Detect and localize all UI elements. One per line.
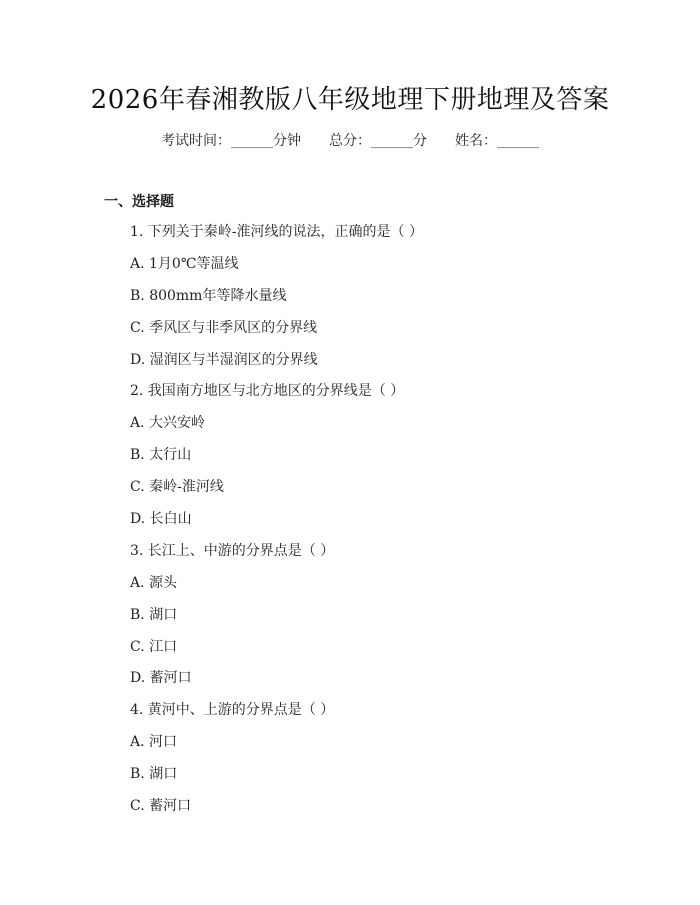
question-text: 4. 黄河中、上游的分界点是（ ） [130, 702, 335, 719]
answer-option: B. 800mm年等降水量线 [130, 287, 287, 304]
question-text: 3. 长江上、中游的分界点是（ ） [130, 542, 335, 559]
exam-meta-line [0, 131, 700, 151]
answer-option: C. 季风区与非季风区的分界线 [130, 319, 318, 336]
question-text: 2. 我国南方地区与北方地区的分界线是（ ） [130, 383, 405, 400]
answer-option: C. 秦岭-淮河线 [130, 479, 224, 496]
answer-option: D. 长白山 [130, 511, 192, 528]
answer-option: D. 湿润区与半湿润区的分界线 [130, 351, 318, 368]
document-title: 2026年春湘教版八年级地理下册地理及答案 [90, 85, 610, 115]
question-list [130, 222, 650, 828]
answer-option: C. 蓄河口 [130, 798, 192, 815]
answer-option: A. 1月0℃等温线 [130, 255, 239, 272]
answer-option: B. 湖口 [130, 606, 178, 623]
answer-option: C. 江口 [130, 638, 178, 655]
student-name-label: 姓名：______ [455, 133, 539, 149]
question-text: 1. 下列关于秦岭-淮河线的说法，正确的是（ ） [130, 224, 423, 240]
answer-option: A. 河口 [130, 734, 178, 751]
answer-option: A. 大兴安岭 [130, 415, 206, 432]
answer-option: B. 湖口 [130, 766, 178, 783]
answer-option: A. 源头 [130, 574, 178, 591]
total-score-label: 总分：______分 [329, 133, 427, 149]
section-title: 一、选择题 [104, 194, 174, 210]
answer-option: B. 太行山 [130, 447, 192, 464]
exam-time-label: 考试时间：______分钟 [161, 133, 301, 149]
answer-option: D. 蓄河口 [130, 670, 192, 687]
